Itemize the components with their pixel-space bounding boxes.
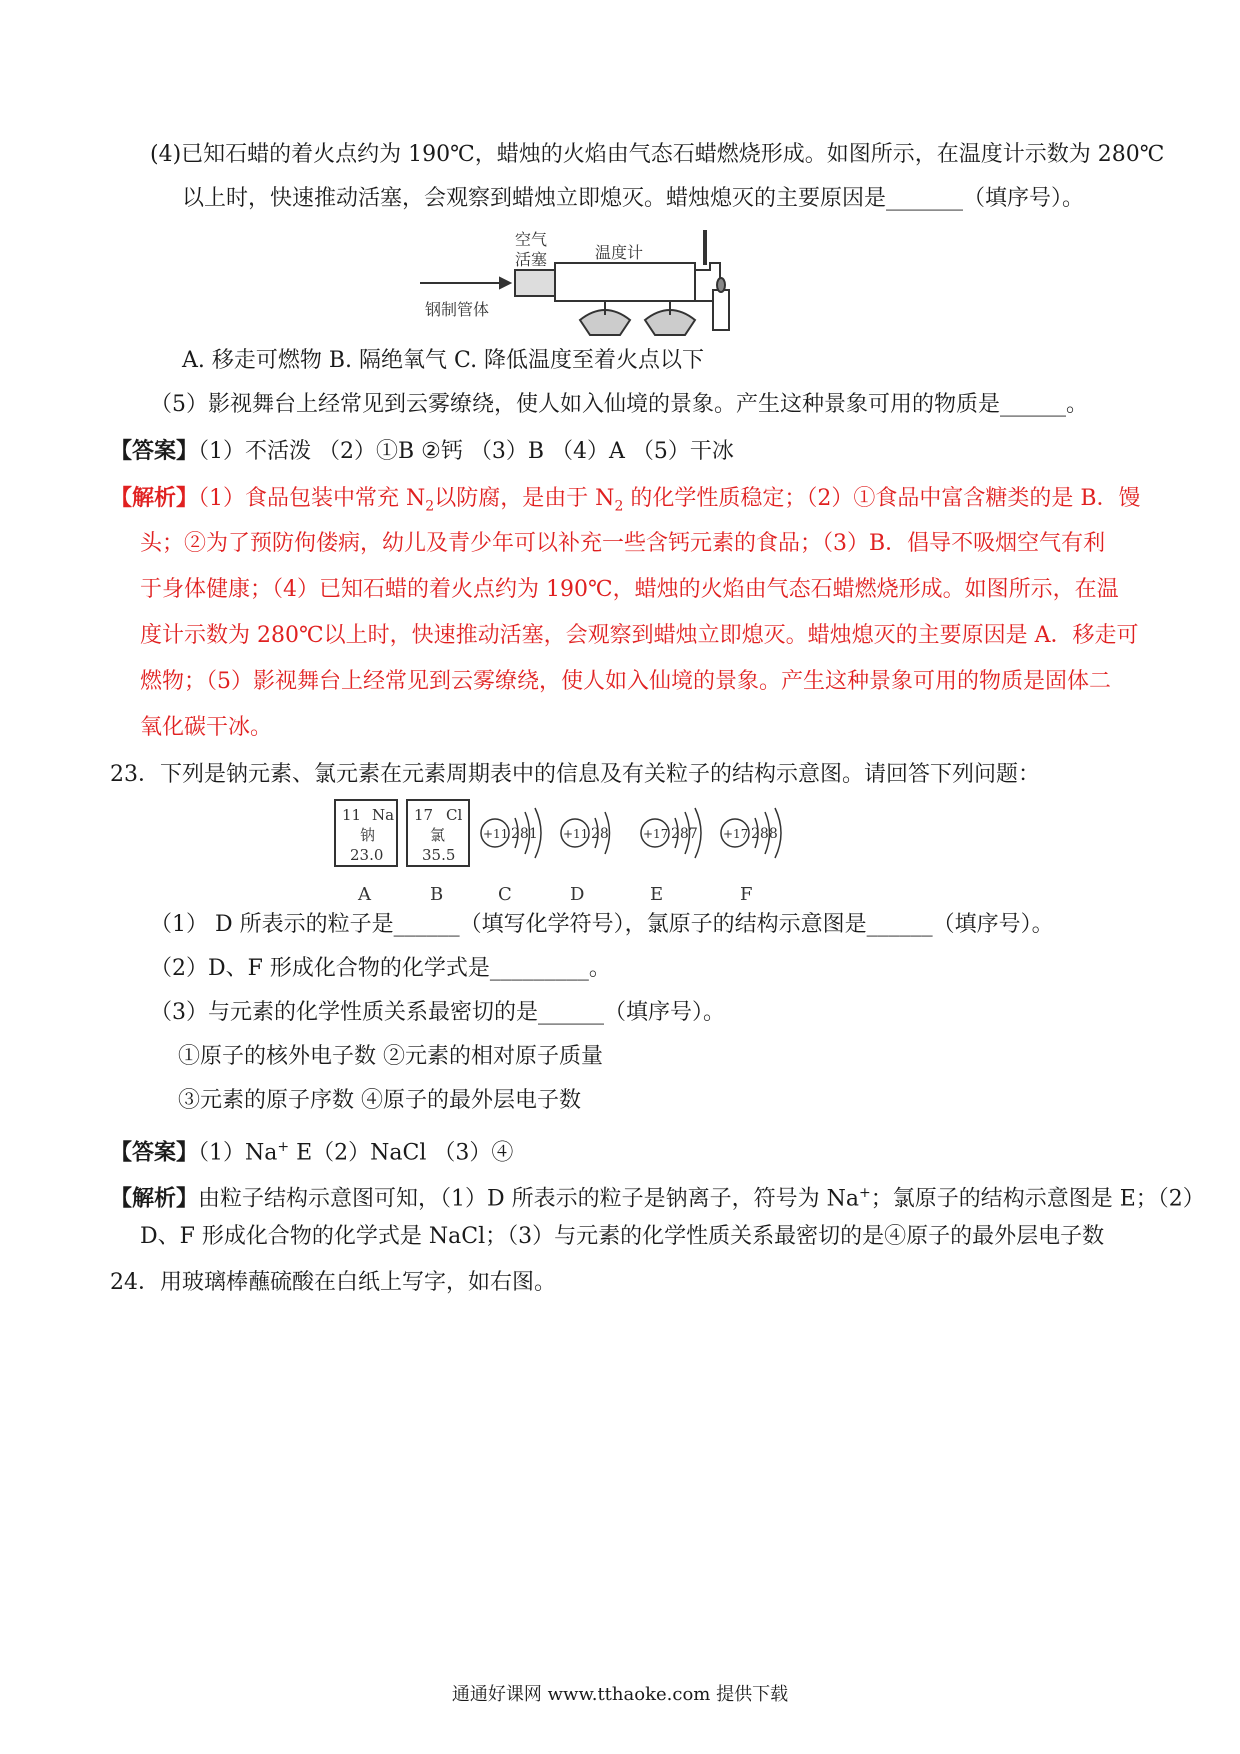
e-nucleus-charge: +17	[643, 827, 669, 841]
q23-answer	[110, 1132, 513, 1168]
q22-analysis-line5: 燃物；（5）影视舞台上经常见到云雾缭绕，使人如入仙境的景象。产生这种景象可用的物质是固体二	[140, 669, 1112, 694]
analysis-text: 以防腐，是由于 N	[434, 486, 615, 511]
q22-p4-line2: 以上时，快速推动活塞，会观察到蜡烛立即熄灭。蜡烛熄灭的主要原因是_______（填序号）。	[182, 186, 1085, 211]
candle-flame	[717, 278, 725, 292]
d-nucleus-charge: +11	[563, 827, 589, 841]
c-shell-counts: 281	[511, 826, 538, 842]
q23-sub2: （2）D、F 形成化合物的化学式是_________。	[150, 956, 611, 981]
q23-stem: 23．下列是钠元素、氯元素在元素周期表中的信息及有关粒子的结构示意图。请回答下列问题：	[110, 762, 1040, 787]
label-c: C	[498, 884, 512, 905]
answer-text: E（2）NaCl （3）④	[289, 1140, 514, 1166]
q22-p5: （5）影视舞台上经常见到云雾缭绕，使人如入仙境的景象。产生这种景象可用的物质是______。	[150, 392, 1088, 417]
label-tube: 钢制管体	[425, 300, 490, 319]
q22-analysis-line4: 度计示数为 280℃以上时，快速推动活塞，会观察到蜡烛立即熄灭。蜡烛熄灭的主要原因是 A．移走可	[140, 623, 1139, 648]
q22-analysis-line6: 氧化碳干冰。	[140, 715, 273, 740]
label-f: F	[740, 884, 753, 905]
q22-analysis-line2: 头；②为了预防佝偻病，幼儿及青少年可以补充一些含钙元素的食品；（3）B．倡导不吸烟空气有利	[140, 531, 1106, 556]
push-arrow-head	[500, 278, 510, 288]
page-footer: 通通好课网 www.tthaoke.com 提供下载	[451, 1684, 789, 1705]
cl-number: 17	[414, 806, 434, 824]
na-name: 钠	[360, 826, 376, 844]
analysis-text: 由粒子结构示意图可知，（1）D 所表示的粒子是钠离子，符号为 Na	[198, 1186, 860, 1212]
analysis-text: （1）食品包装中常充 N	[198, 486, 426, 511]
answer-label: 【答案】	[110, 438, 199, 464]
analysis-label: 【解析】	[110, 1185, 199, 1212]
q22-p4-line1: (4)已知石蜡的着火点约为 190℃，蜡烛的火焰由气态石蜡燃烧形成。如图所示，在温度计示数为 280℃	[150, 142, 1165, 167]
label-piston: 活塞	[515, 250, 548, 269]
f-nucleus-charge: +17	[723, 827, 749, 841]
cl-symbol: Cl	[446, 806, 463, 824]
e-shell-counts: 287	[671, 826, 698, 842]
na-mass: 23.0	[350, 846, 384, 864]
label-b: B	[430, 884, 444, 905]
q23-options-row2: ③元素的原子序数 ④原子的最外层电子数	[178, 1088, 581, 1113]
answer-text: （1）Na	[198, 1140, 278, 1166]
q23-options-row1: ①原子的核外电子数 ②元素的相对原子质量	[178, 1044, 603, 1069]
c-nucleus-charge: +11	[483, 827, 509, 841]
cl-name: 氯	[430, 826, 446, 844]
q23-sub1: （1） D 所表示的粒子是______（填写化学符号），氯原子的结构示意图是______（填序号）。	[150, 912, 1054, 937]
label-thermometer: 温度计	[595, 243, 644, 262]
na-symbol: Na	[372, 806, 395, 824]
q23-analysis-line1	[110, 1178, 1205, 1214]
answer-label: 【答案】	[110, 1139, 199, 1166]
atom-structure-figure	[330, 790, 890, 915]
piston	[515, 270, 555, 296]
q22-analysis-line3: 于身体健康；（4）已知石蜡的着火点约为 190℃，蜡烛的火焰由气态石蜡燃烧形成。如图所示，在温	[140, 577, 1119, 602]
analysis-text: 的化学性质稳定；（2）①食品中富含糖类的是 B．馒	[623, 486, 1141, 511]
superscript: +	[859, 1185, 871, 1201]
q22-analysis-line1	[110, 483, 1141, 521]
d-shell-counts: 28	[591, 826, 609, 842]
na-number: 11	[342, 806, 362, 824]
q23-sub3: （3）与元素的化学性质关系最密切的是______（填序号）。	[150, 1000, 725, 1025]
analysis-text: ；氯原子的结构示意图是 E；（2）	[870, 1186, 1205, 1212]
label-e: E	[650, 884, 664, 905]
label-air: 空气	[515, 230, 548, 249]
candle	[713, 290, 729, 330]
candle-apparatus-figure	[420, 225, 810, 350]
superscript: +	[277, 1139, 290, 1155]
subscript: 2	[614, 498, 624, 515]
f-shell-counts: 288	[751, 826, 778, 842]
q24-stem: 24．用玻璃棒蘸硫酸在白纸上写字，如右图。	[110, 1270, 556, 1295]
subscript: 2	[425, 498, 435, 515]
analysis-label: 【解析】	[110, 485, 199, 511]
answer-text: （1）不活泼 （2）①B ②钙 （3）B （4）A （5）干冰	[198, 439, 734, 464]
label-d: D	[570, 884, 585, 905]
steel-tube	[555, 263, 695, 301]
q23-analysis-line2: D、F 形成化合物的化学式是 NaCl；（3）与元素的化学性质关系最密切的是④原子的最外层电子数	[140, 1224, 1105, 1249]
q22-answer	[110, 436, 734, 467]
q22-options: A. 移走可燃物 B. 隔绝氧气 C. 降低温度至着火点以下	[182, 348, 705, 373]
cl-mass: 35.5	[422, 846, 456, 864]
label-a: A	[358, 884, 371, 905]
